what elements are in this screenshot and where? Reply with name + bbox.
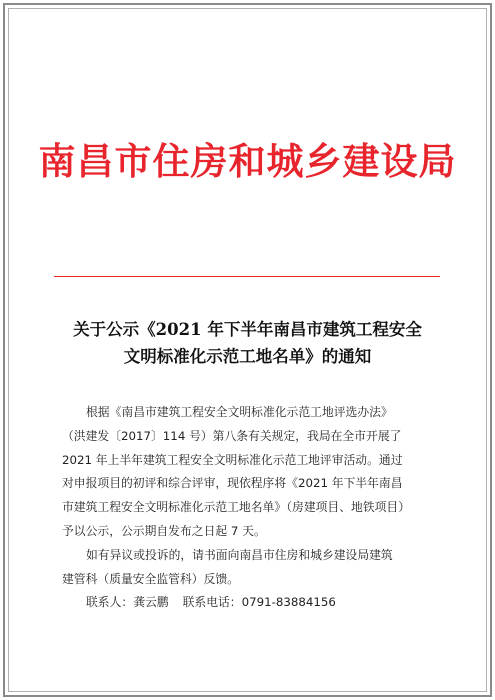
body-line: 如有异议或投诉的，请书面向南昌市住房和城乡建设局建筑 [86, 547, 393, 562]
contact-phone: 0791-83884156 [241, 595, 336, 610]
notice-title [0, 316, 495, 370]
body-line: 市建筑工程安全文明标准化示范工地名单》（房建项目、地铁项目） [62, 500, 411, 515]
contact-person-label: 联系人： [86, 595, 134, 610]
body-line: （洪建发〔2017〕114 号）第八条有关规定，我局在全市开展了 [62, 428, 402, 443]
contact-person: 龚云鹏 [133, 595, 169, 610]
contact-phone-label: 联系电话： [182, 595, 242, 610]
body-line: 对申报项目的初评和综合评审，现依程序将《2021 年下半年南昌 [62, 476, 403, 491]
body-line: 根据《南昌市建筑工程安全文明标准化示范工地评选办法》 [86, 405, 393, 419]
contact-line [62, 591, 438, 615]
body-line: 2021 年上半年建筑工程安全文明标准化示范工地评审活动。通过 [62, 452, 403, 467]
notice-title-line-1: 关于公示《2021 年下半年南昌市建筑工程安全 [73, 320, 422, 339]
body-line: 建管科（质量安全监管科）反馈。 [62, 571, 239, 586]
letterhead-org-name: 南昌市住房和城乡建设局 [38, 139, 457, 183]
letterhead-divider [54, 276, 440, 277]
body-line: 予以公示，公示期自发布之日起 7 天。 [62, 523, 266, 538]
notice-title-line-2: 文明标准化示范工地名单》的通知 [123, 347, 372, 366]
notice-body [62, 401, 438, 615]
